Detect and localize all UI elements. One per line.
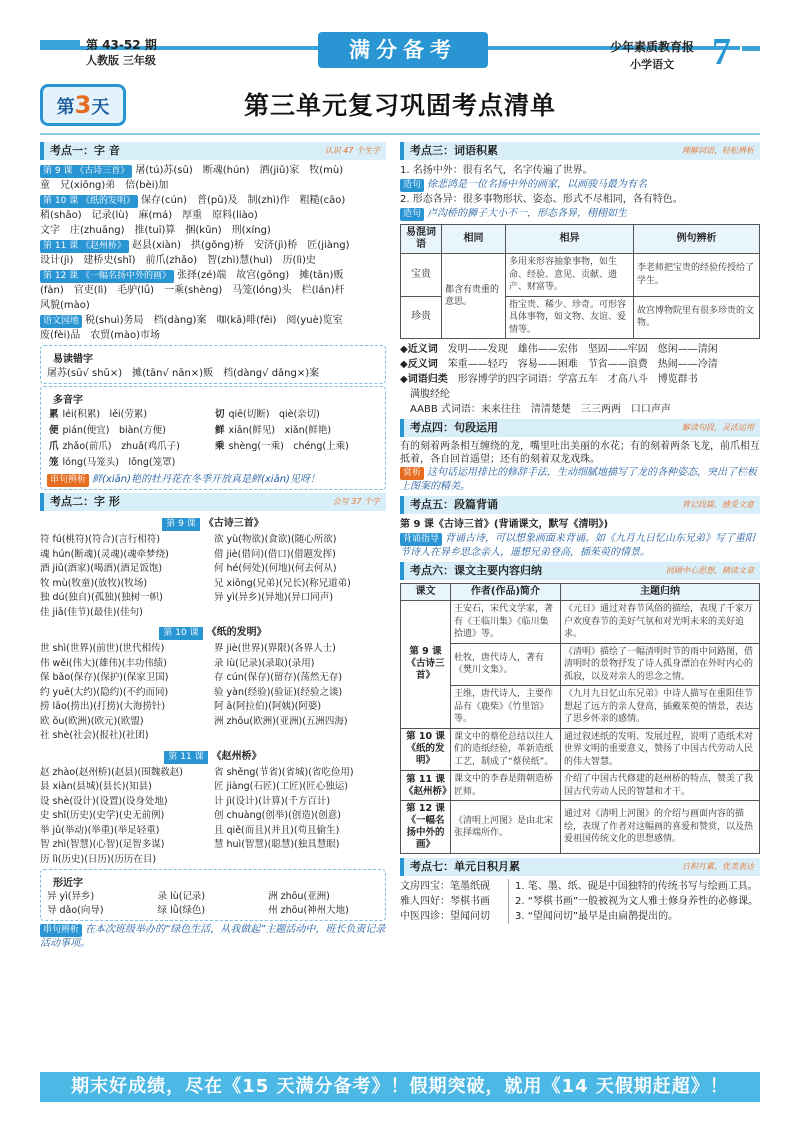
lesson-tag: 第 11 课 《赵州桥》 xyxy=(40,240,129,253)
word-entry: 界 jiè(世界)(界限)(各界人士) xyxy=(214,643,336,654)
pronunciation-line xyxy=(40,193,386,208)
theme-cell: 介绍了中国古代修建的赵州桥的特点，赞美了我国古代劳动人民的智慧和才干。 xyxy=(561,771,760,801)
synonyms-label: 近义词 xyxy=(407,344,438,355)
word-row xyxy=(40,591,386,606)
polyphone-note xyxy=(47,473,379,487)
word-cell: 珍贵 xyxy=(401,296,442,339)
accumulation-note: 2. “琴棋书画”一般被视为文人雅士修身养性的必修课。 xyxy=(515,896,759,907)
pronunciation-text: 屠(tú)苏(sū) 断魂(hún) 酒(jiǔ)家 牧(mù) xyxy=(135,165,344,176)
pronunciation-line xyxy=(40,238,386,253)
word-groups-text: 形容博学的四字词语：学富五车 才高八斗 博览群书 xyxy=(457,374,698,385)
pronunciation-text: 废(fèi)品 农贸(mào)市场 xyxy=(40,330,161,341)
word-groups: ◆词语归类 形容博学的四字词语：学富五车 才高八斗 博览群书 xyxy=(400,374,698,385)
pronunciation-line xyxy=(40,253,386,268)
polyphone-item xyxy=(47,423,213,439)
similar-char: 州 zhōu(神州大地) xyxy=(268,905,349,916)
page-number: 7 xyxy=(712,31,731,73)
example-text: 卢沟桥的狮子大小不一，形态各异，栩栩如生 xyxy=(427,208,628,219)
lesson-tag: 第 9 课 《古诗三首》 xyxy=(40,165,132,178)
header-accent xyxy=(742,46,760,51)
section-title: 考点六：课文主要内容归纳 xyxy=(410,564,542,577)
pronunciation-text: 税(shuì)务局 档(dàng)案 咖(kā)啡(fēi) 阅(yuè)览室 xyxy=(85,315,343,326)
section-character-shape xyxy=(40,493,386,511)
antonyms-text: 笨重——轻巧 容易——困难 节省——浪费 热闹——冷清 xyxy=(447,359,718,370)
polyphone-item xyxy=(47,407,213,423)
recitation-guide xyxy=(400,532,760,559)
footer-banner: 期末好成绩，尽在《15 天满分备考》！假期突破，就用《14 天假期赶超》！ xyxy=(40,1072,760,1102)
table-body xyxy=(401,254,760,339)
word-row xyxy=(40,642,386,657)
word-entry: 史 shǐ(历史)(史学)(史无前例) xyxy=(40,810,165,821)
example-tag: 造句 xyxy=(400,179,424,192)
accumulation-term: 雅人四好：琴棋书画 xyxy=(400,896,490,907)
theme-cell: 《元日》通过对春节风俗的描绘，表现了千家万户欢度春节的美好气氛和对光明未来的美好追求。 xyxy=(561,601,760,644)
lesson-name: 《古诗三首》 xyxy=(203,518,264,529)
word-entry: 欧 ōu(欧洲)(欧元)(欧盟) xyxy=(40,715,144,727)
theme-cell: 《九月九日忆山东兄弟》中诗人描写在重阳佳节想起了远方的亲人登高，插戴茱萸的情景，表达了思乡怀亲的感情。 xyxy=(561,686,760,729)
section-main-content xyxy=(400,562,760,580)
example-text: 徐悲鸿是一位名扬中外的画家，以画骏马最为有名 xyxy=(427,179,648,190)
word-row xyxy=(40,780,386,795)
word-row xyxy=(40,838,386,853)
synonyms-text: 发明——发现 雄伟——宏伟 坚固——牢固 悠闲——清闲 xyxy=(447,344,718,355)
vocab-example-2 xyxy=(400,207,760,221)
word-entry: 酒 jiǔ(酒家)(喝酒)(酒足饭饱) xyxy=(40,563,163,574)
theme-cell: 《清明》描绘了一幅清明时节的雨中问路图，借清明时的景物抒发了诗人孤身漂泊在外时内心的孤寂，以及对亲人的思念之情。 xyxy=(561,643,760,686)
word-entry: 兄 xiōng(兄弟)(兄长)(称兄道弟) xyxy=(214,577,351,589)
word-entry: 牧 mù(牧童)(放牧)(牧场) xyxy=(40,577,148,589)
section-title: 考点七：单元日积月累 xyxy=(410,860,520,873)
similar-chars-label: 形近字 xyxy=(53,878,83,889)
right-column xyxy=(400,142,760,924)
polyphone-char: 爪 xyxy=(49,441,59,452)
table-row xyxy=(401,643,760,686)
table-row xyxy=(401,686,760,729)
polyphone-readings: léi(积累) lěi(劳累) xyxy=(62,409,148,420)
section-aside: 理解词语，轻松辨析 xyxy=(682,146,754,155)
antonyms: ◆反义词 笨重——轻巧 容易——困难 节省——浪费 热闹——冷清 xyxy=(400,359,718,370)
aabb-words: AABB 式词语：来来往往 清清楚楚 三三两两 口口声声 xyxy=(410,404,671,415)
section-aside: 回顾中心思想，精读文章 xyxy=(666,566,754,575)
section-title: 考点三：词语积累 xyxy=(410,144,498,157)
table-row xyxy=(401,801,760,854)
word-entry: 省 shěng(节省)(省城)(省吃俭用) xyxy=(214,766,354,778)
day-badge xyxy=(40,84,126,126)
column-header: 相同 xyxy=(442,225,506,254)
section-accumulation xyxy=(400,858,760,876)
word-row xyxy=(40,853,386,868)
word-row xyxy=(40,577,386,592)
lesson-10-tag xyxy=(40,623,386,640)
word-row xyxy=(40,657,386,672)
lesson-cell: 第 12 课《一幅名扬中外的画》 xyxy=(401,801,451,854)
polyphone-item xyxy=(213,439,379,455)
pronunciation-text: 保存(cún) 普(pǔ)及 制(zhì)作 粗糙(cāo) xyxy=(141,195,346,206)
word-entry: 县 xiàn(县城)(县长)(知县) xyxy=(40,781,152,792)
word-entry: 伟 wěi(伟大)(雄伟)(丰功伟绩) xyxy=(40,657,168,669)
lesson-cell: 第 11 课《赵州桥》 xyxy=(401,771,451,801)
polyphone-readings: zhǎo(前爪) zhuǎ(鸡爪子) xyxy=(62,441,180,452)
pronunciation-line xyxy=(40,328,386,343)
word-entry: 符 fú(桃符)(符合)(言行相符) xyxy=(40,534,161,545)
pronunciation-line xyxy=(40,163,386,178)
synonyms: ◆近义词 发明——发现 雄伟——宏伟 坚固——牢固 悠闲——清闲 xyxy=(400,344,718,355)
polyphone-char: 乘 xyxy=(215,441,225,452)
word-entry: 洲 zhōu(欧洲)(亚洲)(五洲四海) xyxy=(214,715,348,727)
confusable-words-table xyxy=(400,224,760,339)
word-row xyxy=(40,795,386,810)
word-row xyxy=(40,766,386,781)
accumulation-term: 中医四诊：望闻问切 xyxy=(400,911,490,922)
recitation-text: 第 9 课《古诗三首》(背诵课文，默写《清明》) xyxy=(400,519,609,530)
column-header: 作者(作品)简介 xyxy=(451,584,561,601)
pronunciation-text: 童 兄(xiōng)弟 倍(bèi)加 xyxy=(40,180,169,191)
table-row xyxy=(401,728,760,771)
lesson-label: 第 11 课 xyxy=(164,751,207,764)
easy-misread-text: 屠苏(sū√ shū×) 摊(tān√ nān×)贩 档(dàng√ dǎng×)案 xyxy=(47,368,320,379)
table-body xyxy=(401,601,760,854)
word-row xyxy=(40,809,386,824)
analysis-text: 这句话运用排比的修辞手法，生动细腻地描写了龙的各种姿态，突出了栏板上图案的精美。 xyxy=(400,467,758,492)
author-cell: 王安石，宋代文学家，著有《王临川集》《临川集拾遗》等。 xyxy=(451,601,561,644)
example-cell: 李老师把宝贵的经验传授给了学生。 xyxy=(634,254,760,297)
pronunciation-line xyxy=(40,268,386,283)
polyphone-item xyxy=(213,423,379,439)
sentence-text: 有的刻着两条相互缠绕的龙，嘴里吐出美丽的水花；有的刻着两条飞龙，前爪相互抵着，各自回首遥望；还有的刻着双龙戏珠。 xyxy=(400,441,760,465)
section-aside: 背记段篇，感受文意 xyxy=(682,500,754,509)
note-tag: 串句辨析 xyxy=(40,924,82,937)
example-cell: 故宫博物院里有很多珍贵的文物。 xyxy=(634,296,760,339)
sentence-analysis xyxy=(400,466,760,493)
similar-char: 异 yì(异乡) xyxy=(47,891,95,902)
word-entry: 借 jiè(借问)(借口)(借题发挥) xyxy=(214,548,336,560)
author-cell: 课文中的蔡伦总结以往人们的造纸经验，革新造纸工艺，制成了“蔡侯纸”。 xyxy=(451,728,561,771)
section-aside: 会写 37 个字 xyxy=(332,497,380,506)
pronunciation-text: 风貌(mào) xyxy=(40,300,90,311)
lesson-tag: 第 10 课 《纸的发明》 xyxy=(40,195,138,208)
word-row xyxy=(40,686,386,701)
polyphone-readings: lóng(马笼头) lǒng(笼罩) xyxy=(62,457,176,468)
similar-chars-list xyxy=(47,890,379,918)
polyphone-char: 累 xyxy=(49,409,59,420)
newspaper-name: 少年素质教育报 xyxy=(610,40,695,54)
table-row xyxy=(401,601,760,644)
pronunciation-line xyxy=(40,283,386,298)
polyphone-char: 切 xyxy=(215,409,225,420)
polyphone-item xyxy=(213,407,379,423)
words-lesson-10 xyxy=(40,642,386,744)
easy-misread-label: 易读错字 xyxy=(53,354,93,365)
word-row xyxy=(40,700,386,715)
word-cell: 宝贵 xyxy=(401,254,442,297)
similar-note xyxy=(40,923,386,950)
polyphone-char: 便 xyxy=(49,425,59,436)
word-entry: 智 zhì(智慧)(心智)(足智多谋) xyxy=(40,839,165,850)
accumulation-terms xyxy=(400,879,508,924)
word-entry: 社 shè(社会)(报社)(社团) xyxy=(40,730,149,741)
polyphone-readings: xiān(鲜见) xiǎn(鲜艳) xyxy=(228,425,332,436)
word-entry: 慧 huì(智慧)(聪慧)(独具慧眼) xyxy=(214,839,340,850)
theme-cell: 通过叙述纸的发明、发展过程，说明了造纸术对世界文明的重要意义，赞扬了中国古代劳动人民的伟大智慧。 xyxy=(561,728,760,771)
page-title: 第三单元复习巩固考点清单 xyxy=(243,91,556,120)
main-content-table xyxy=(400,583,760,854)
column-header: 例句辨析 xyxy=(634,225,760,254)
word-row xyxy=(40,671,386,686)
lesson-tag: 语文园地 xyxy=(40,315,82,328)
section-pronunciation xyxy=(40,142,386,160)
diff-cell: 指宝贵、稀少、珍奇。可形容具体事物，如文物、友谊、爱情等。 xyxy=(506,296,634,339)
day-number: 3 xyxy=(74,91,92,119)
similar-char: 洲 zhōu(亚洲) xyxy=(268,891,330,902)
word-entry: 且 qiě(而且)(并且)(苟且偷生) xyxy=(214,824,340,836)
accumulation-term: 文房四宝：笔墨纸砚 xyxy=(400,881,490,892)
word-row xyxy=(40,533,386,548)
theme-cell: 通过对《清明上河图》的介绍与画面内容的描绘，表现了作者对这幅画的喜爱和赞赏，以及热爱祖国传统文化的思想感情。 xyxy=(561,801,760,854)
word-entry: 历 lì(历史)(日历)(历历在目) xyxy=(40,853,157,865)
pronunciation-text: 赵县(xiàn) 拱(gǒng)桥 安济(jì)桥 匠(jiàng) xyxy=(132,240,350,251)
accumulation-note: 3. “望闻问切”最早是由扁鹊提出的。 xyxy=(515,911,679,922)
word-row xyxy=(40,715,386,730)
lesson-label: 第 10 课 xyxy=(159,627,202,640)
pronunciation-line xyxy=(40,298,386,313)
banner-title: 满分备考 xyxy=(318,32,488,68)
word-entry: 佳 jiā(佳节)(最佳)(佳句) xyxy=(40,606,143,618)
pronunciation-text: 设计(jì) 建桥史(shǐ) 前爪(zhǎo) 智(zhì)慧(huì) 历(lì)史 xyxy=(40,255,316,266)
pronunciation-text: 张择(zé)端 故宫(gōng) 摊(tān)贩 xyxy=(177,270,344,281)
word-groups-label: 词语归类 xyxy=(407,374,448,385)
note-tag: 串句辨析 xyxy=(47,474,89,487)
day-prefix: 第 xyxy=(56,97,75,118)
author-cell: 王维，唐代诗人，主要作品有《鹿柴》《竹里馆》等。 xyxy=(451,686,561,729)
title-rule xyxy=(40,133,760,135)
table-header xyxy=(401,584,760,601)
word-entry: 世 shì(世界)(前世)(世代相传) xyxy=(40,643,165,654)
word-entry: 约 yuē(大约)(隐约)(不约而同) xyxy=(40,686,169,698)
vocab-example-1 xyxy=(400,178,760,192)
note-text: 在本次班级举办的“绿色生活，从我做起”主题活动中，班长负责记录活动事项。 xyxy=(40,924,386,949)
word-entry: 何 hé(何处)(何地)(何去何从) xyxy=(214,563,337,574)
easy-misread-box xyxy=(40,345,386,384)
section-title: 考点五：段篇背诵 xyxy=(410,498,498,511)
author-cell: 杜牧，唐代诗人，著有《樊川文集》。 xyxy=(451,643,561,686)
polyphone-label: 多音字 xyxy=(53,395,83,406)
lesson-cell: 第 10 课《纸的发明》 xyxy=(401,728,451,771)
same-cell: 都含有贵重的意思。 xyxy=(442,254,506,339)
guide-tag: 背诵指导 xyxy=(400,533,442,546)
polyphone-char: 笼 xyxy=(49,457,59,468)
section-title: 考点四：句段运用 xyxy=(410,421,498,434)
word-row xyxy=(40,562,386,577)
word-entry: 赵 zhào(赵州桥)(赵县)(围魏救赵) xyxy=(40,766,183,778)
polyphone-readings: shèng(一乘) chéng(上乘) xyxy=(228,441,349,452)
vocab-item-2: 2. 形态各异：很多事物形状、姿态、形式不尽相同，各有特色。 xyxy=(400,194,683,205)
table-row xyxy=(401,254,760,297)
word-row xyxy=(40,729,386,744)
pronunciation-line xyxy=(40,178,386,193)
similar-chars-box xyxy=(40,869,386,921)
lesson-tag: 第 12 课 《一幅名扬中外的画》 xyxy=(40,270,174,283)
word-entry: 魂 hún(断魂)(灵魂)(魂牵梦绕) xyxy=(40,548,169,560)
word-entry: 计 jì(设计)(计算)(千方百计) xyxy=(214,795,331,807)
section-recitation xyxy=(400,496,760,514)
word-entry: 捞 lāo(捞出)(打捞)(大海捞针) xyxy=(40,701,166,712)
analysis-tag: 赏析 xyxy=(400,467,424,480)
accumulation-content xyxy=(400,879,760,924)
accumulation-note: 1. 笔、墨、纸、砚是中国独特的传统书写与绘画工具。 xyxy=(515,881,758,892)
subject: 小学语文 xyxy=(630,58,674,71)
section-aside: 日积月累，优美表达 xyxy=(682,862,754,871)
word-entry: 欲 yù(物欲)(食欲)(随心所欲) xyxy=(214,534,337,545)
antonyms-label: 反义词 xyxy=(407,359,438,370)
section-sentences xyxy=(400,419,760,437)
edition: 人教版 三年级 xyxy=(86,54,156,67)
word-row xyxy=(40,824,386,839)
polyphone-char: 鲜 xyxy=(215,425,225,436)
day-suffix: 天 xyxy=(91,97,110,118)
section-title: 考点二：字 形 xyxy=(50,495,120,508)
polyphone-readings: qiē(切断) qiè(亲切) xyxy=(228,409,320,420)
polyphone-list xyxy=(47,407,379,471)
lesson-9-tag xyxy=(40,514,386,531)
pronunciation-list xyxy=(40,163,386,343)
author-cell: 课文中的李春是隋朝造桥匠师。 xyxy=(451,771,561,801)
polyphone-item xyxy=(47,439,213,455)
word-entry: 创 chuàng(创举)(创造)(创意) xyxy=(214,810,341,821)
diff-cell: 多用来形容抽象事物，如生命、经验、意见、贡献、遗产、财富等。 xyxy=(506,254,634,297)
similar-char: 绿 lǜ(绿色) xyxy=(157,905,206,916)
author-cell: 《清明上河图》是由北宋张择端所作。 xyxy=(451,801,561,854)
word-entry: 录 lù(记录)(录取)(录用) xyxy=(214,657,315,669)
pronunciation-text: 文字 庄(zhuāng) 推(tuī)算 捆(kǔn) 刑(xíng) xyxy=(40,225,271,236)
word-entry: 验 yàn(经验)(验证)(经验之谈) xyxy=(214,686,343,698)
pronunciation-line xyxy=(40,223,386,238)
pronunciation-line xyxy=(40,208,386,223)
column-header: 课文 xyxy=(401,584,451,601)
pronunciation-text: (fàn) 官吏(lì) 毛驴(lǘ) 一乘(shèng) 马笼(lóng)头 栏(lán)杆 xyxy=(40,285,345,296)
section-aside: 认识 47 个生字 xyxy=(324,146,380,155)
word-groups-more: 满腹经纶 xyxy=(410,389,450,400)
polyphone-box xyxy=(40,386,386,490)
column-header: 主题归纳 xyxy=(561,584,760,601)
word-entry: 独 dú(独自)(孤独)(独树一帜) xyxy=(40,592,163,603)
note-text: 鲜(xiān)艳的牡丹花在冬季开放真是鲜(xiǎn)见呀！ xyxy=(92,474,320,485)
section-title: 考点一：字 音 xyxy=(50,144,120,157)
lesson-name: 《纸的发明》 xyxy=(206,627,267,638)
pronunciation-line xyxy=(40,313,386,328)
similar-char: 录 lù(记录) xyxy=(157,891,206,902)
word-entry: 阿 ā(阿拉伯)(阿姨)(阿婆) xyxy=(214,701,322,712)
example-tag: 造句 xyxy=(400,208,424,221)
issue-number: 第 43-52 期 xyxy=(86,38,157,52)
section-aside: 解读句段，灵活运用 xyxy=(682,423,754,432)
polyphone-readings: pián(便宜) biàn(方便) xyxy=(62,425,166,436)
table-header xyxy=(401,225,760,254)
column-header: 易混词语 xyxy=(401,225,442,254)
lesson-11-tag xyxy=(40,747,386,764)
vocab-item-1: 1. 名扬中外：很有名气，名字传遍了世界。 xyxy=(400,165,593,176)
lesson-name: 《赵州桥》 xyxy=(211,750,262,762)
word-row xyxy=(40,606,386,621)
section-vocabulary xyxy=(400,142,760,160)
accumulation-notes xyxy=(508,879,760,924)
word-entry: 设 shè(设计)(设置)(设身处地) xyxy=(40,795,168,807)
word-entry: 异 yì(异乡)(异地)(异口同声) xyxy=(214,592,334,603)
word-entry: 保 bǎo(保存)(保护)(保家卫国) xyxy=(40,672,169,683)
pronunciation-text: 稍(shāo) 记录(lù) 麻(má) 厚重 原料(liào) xyxy=(40,210,258,221)
left-column xyxy=(40,142,386,950)
column-header: 相异 xyxy=(506,225,634,254)
lesson-label: 第 9 课 xyxy=(162,518,199,531)
guide-text: 背诵古诗，可以想象画面来背诵。如《九月九日忆山东兄弟》写了重阳节诗人在异乡思念亲人，遥想兄弟登高，插茱萸的情景。 xyxy=(400,533,756,558)
word-entry: 存 cún(保存)(留存)(荡然无存) xyxy=(214,672,343,683)
polyphone-item xyxy=(47,455,213,471)
lesson-cell: 第 9 课《古诗三首》 xyxy=(401,601,451,729)
word-row xyxy=(40,548,386,563)
word-entry: 匠 jiàng(石匠)(工匠)(匠心独运) xyxy=(214,781,348,792)
table-row xyxy=(401,771,760,801)
word-entry: 举 jǔ(举动)(举重)(举足轻重) xyxy=(40,824,160,836)
words-lesson-9 xyxy=(40,533,386,620)
words-lesson-11 xyxy=(40,766,386,868)
similar-char: 导 dǎo(向导) xyxy=(47,905,104,916)
